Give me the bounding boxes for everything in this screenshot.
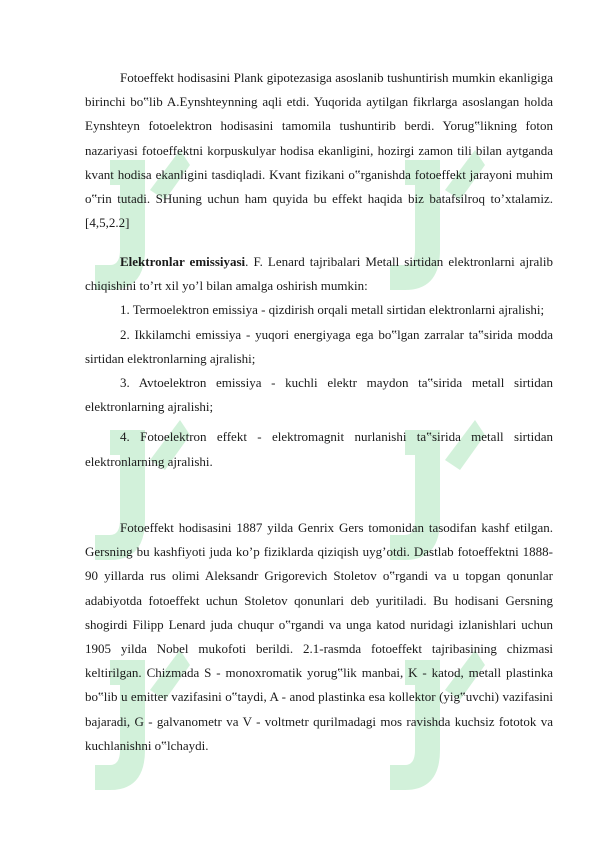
paragraph-text: Fotoeffekt hodisasini Plank gipotezasiga asoslanib tushuntirish mumkin ekanligiga birinchi bo‟lib A.Eynshteynning aqli etdi. Yuqorida aytilgan fikrlarga asoslangan holda Eynshteyn fotoelektron hodisasini tamomila tushuntirib berdi. Yorug‟likning foton nazariyasi fotoeffektni korpuskulyar hodisa ekanligini, hozirgi zamon tili bilan aytganda kvant hodisa ekanligini tasdiqladi. Kvant fizikani o‟rganishda fotoeffekt jarayoni muhim o‟rin tutadi. SHuning uchun ham quyida bu effekt haqida biz batafsilroq to’xtalamiz.[4,5,2.2] [85,70,553,231]
paragraph-emission [85,250,553,474]
paragraph-intro [85,66,553,235]
list-item: 2. Ikkilamchi emissiya - yuqori energiyaga ega bo‟lgan zarralar ta‟sirida modda sirtidan elektronlarning ajralishi; [85,326,553,366]
paragraph-text: . F. Lenard tajribalari Metall sirtidan elektronlarni ajralib chiqishini to’rt xil yo’l bilan amalga oshirish mumkin: [85,254,553,294]
list-item: 3. Avtoelektron emissiya - kuchli elektr maydon ta‟sirida metall sirtidan elektronlarning ajralishi; [85,375,553,415]
list-item: 1. Termoelektron emissiya - qizdirish orqali metall sirtidan elektronlarni ajralishi; [120,302,545,318]
paragraph-history [85,516,553,758]
paragraph-text: Fotoeffekt hodisasini 1887 yilda Genrix Gers tomonidan tasodifan kashf etilgan. Gersning bu kashfiyoti juda ko’p fiziklarda qiziqish uyg’otdi. Dastlab fotoeffektni 1888-90 yillarda rus olimi Aleksandr Grigorevich Stoletov o‟rgandi va u topgan qonunlar adabiyotda fotoeffekt uchun Stoletov qonunlari deb yuritiladi. Bu hodisani Gersning shogirdi Filipp Lenard juda chuqur o‟rgandi va unga katod nuridagi izlanishlari uchun 1905 yilda Nobel mukofoti berildi. 2.1-rasmda fotoeffekt tajribasining chizmasi keltirilgan. Chizmada S - monoxromatik yorug‟lik manbai, K - katod, metall plastinka bo‟lib u emitter vazifasini o‟taydi, A - anod plastinka esa kollektor (yig‟uvchi) vazifasini bajaradi, G - galvanometr va V - voltmetr qurilmadagi mos ravishda kuchsiz fototok va kuchlanishni o‟lchaydi. [85,520,553,753]
section-heading: Elektronlar emissiyasi [120,254,246,269]
paragraph-text [85,250,553,298]
list-item: 4. Fotoelektron effekt - elektromagnit nurlanishi ta‟sirida metall sirtidan elektronlarning ajralishi. [85,429,553,469]
